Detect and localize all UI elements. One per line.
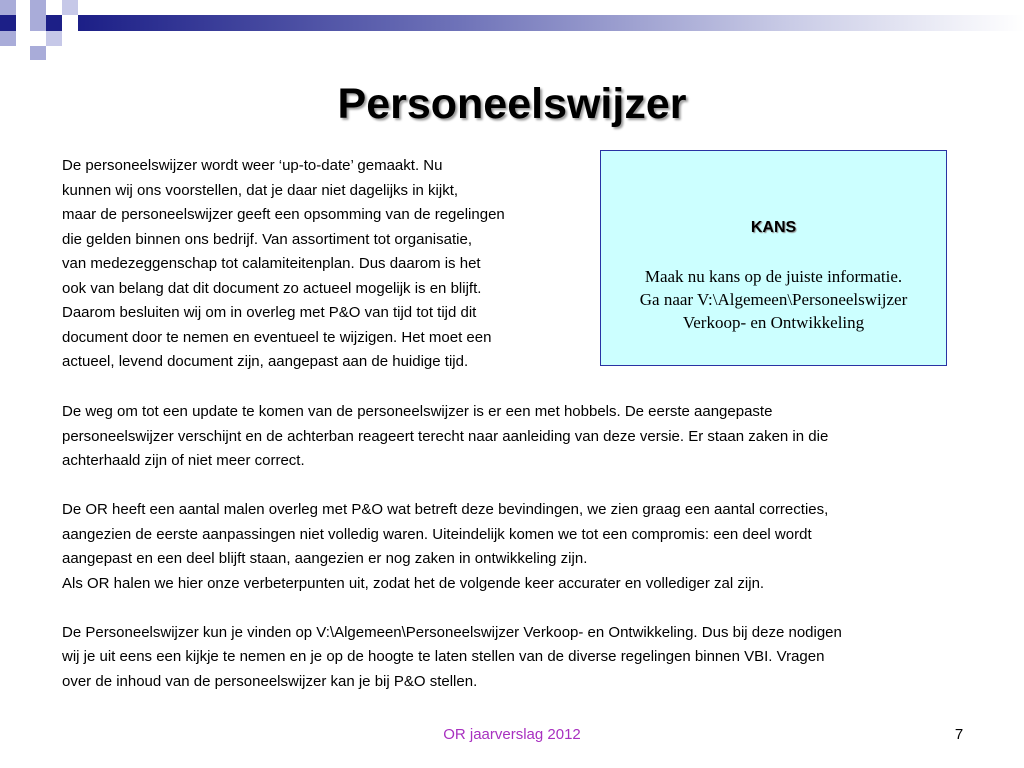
slide-title: Personeelswijzer [337,80,687,128]
paragraph-2-line: De weg om tot een update te komen van de personeelswijzer is er een met hobbels. De eerste aangepaste [62,403,773,420]
paragraph-spacer [62,474,962,499]
paragraph-4-line: wij je uit eens een kijkje te nemen en je op de hoogte te laten stellen van de diverse regelingen binnen VBI. Vragen [62,648,825,665]
kans-line: Ga naar V:\Algemeen\Personeelswijzer [639,290,908,309]
page-number: 7 [954,726,964,743]
paragraph-2-line: achterhaald zijn of niet meer correct. [62,452,305,469]
intro-line: kunnen wij ons voorstellen, dat je daar niet dagelijks in kijkt, [62,181,459,199]
intro-line: document door te nemen en eventueel te wijzigen. Het moet een [62,328,492,346]
paragraph-spacer [62,596,962,621]
header-decoration-square [16,15,30,31]
intro-line: ook van belang dat dit document zo actueel mogelijk is en blijft. [62,279,482,297]
kans-callout-box [600,150,947,366]
paragraph-3-line: De OR heeft een aantal malen overleg met P&O wat betreft deze bevindingen, we zien graag een aantal correcties, [62,501,829,518]
intro-line: actueel, levend document zijn, aangepast aan de huidige tijd. [62,353,469,370]
intro-line: De personeelswijzer wordt weer ‘up-to-date’ gemaakt. Nu [62,157,443,174]
header-decoration-square [0,31,16,46]
kans-line: Verkoop- en Ontwikkeling [682,313,865,332]
paragraph-2-line: personeelswijzer verschijnt en de achterban reageert terecht naar aanleiding van deze versie. Er staan zaken in die [62,427,829,445]
intro-line: Daarom besluiten wij om in overleg met P&O van tijd tot tijd dit [62,304,477,321]
paragraph-4-line: over de inhoud van de personeelswijzer kan je bij P&O stellen. [62,672,478,690]
header-decoration-square [46,0,62,15]
footer-label: OR jaarverslag 2012 [443,726,581,743]
header-decoration-square [46,31,62,46]
header-decoration-square [62,0,78,15]
body-text [62,400,962,694]
kans-line: Maak nu kans op de juiste informatie. [644,267,903,286]
paragraph-3-line: Als OR halen we hier onze verbeterpunten uit, zodat het de volgende keer accurater en vollediger zal zijn. [62,574,765,592]
header-decoration-square [0,0,16,15]
intro-paragraph [62,154,602,375]
paragraph-3-line: aangepast en een deel blijft staan, aangezien er nog zaken in ontwikkeling zijn. [62,550,588,567]
header-decoration-square [30,0,46,15]
kans-body [601,265,946,334]
header-gradient-bar [78,15,1024,31]
header-decoration-square [46,15,62,31]
header-decoration-square [30,46,46,60]
kans-title: KANS [750,219,797,236]
paragraph-4-line: De Personeelswijzer kun je vinden op V:\Algemeen\Personeelswijzer Verkoop- en Ontwikkeling. Dus bij deze nodigen [62,623,842,641]
paragraph-3-line: aangezien de eerste aanpassingen niet volledig waren. Uiteindelijk komen we tot een compromis: een deel wordt [62,525,812,543]
header-decoration-square [30,15,46,31]
intro-line: van medezeggenschap tot calamiteitenplan. Dus daarom is het [62,255,481,272]
header-decoration-square [0,15,16,31]
intro-line: die gelden binnen ons bedrijf. Van assortiment tot organisatie, [62,230,472,248]
intro-line: maar de personeelswijzer geeft een opsomming van de regelingen [62,206,505,223]
header-decoration-square [30,31,46,46]
header-decoration-square [16,0,30,15]
